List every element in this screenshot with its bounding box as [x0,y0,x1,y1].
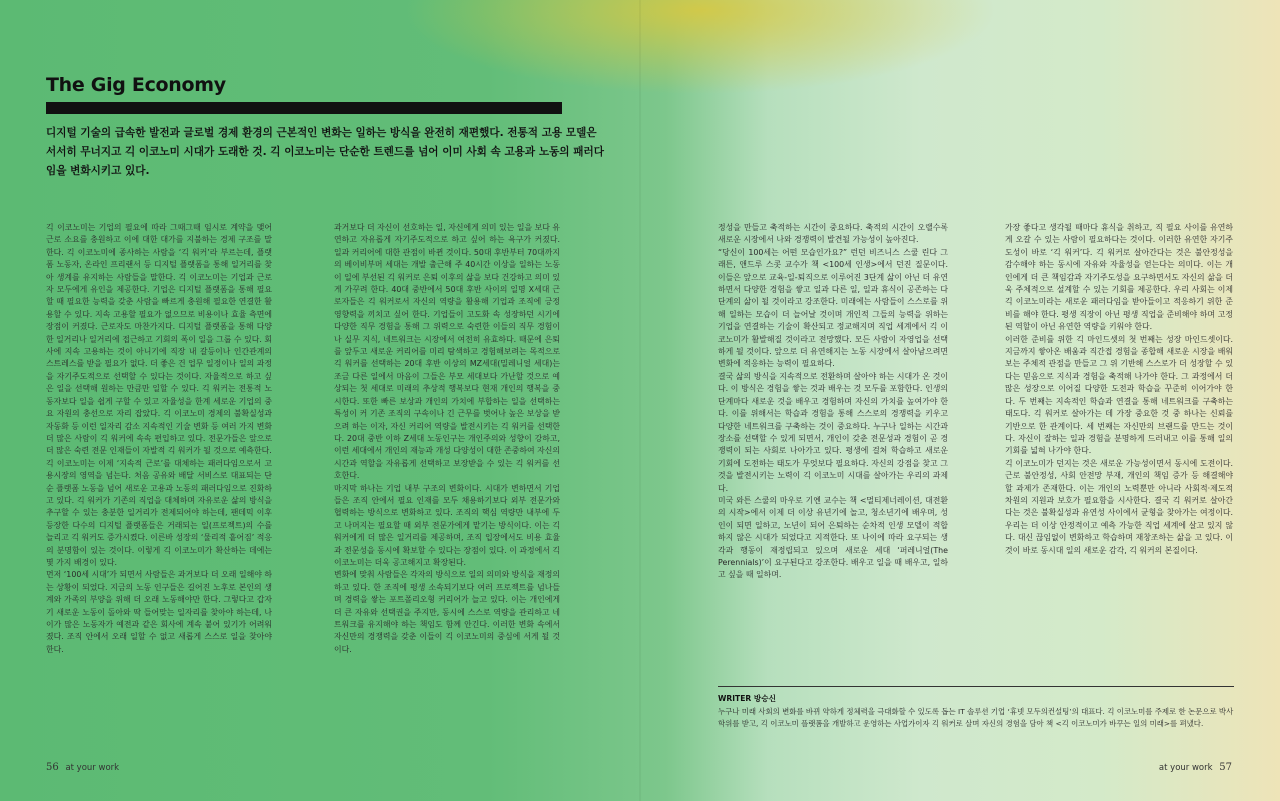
writer-divider [718,686,1234,687]
article-title: The Gig Economy [46,74,226,96]
page-spine [639,0,641,801]
title-rule [46,102,562,114]
writer-label: WRITER 방승신 [718,694,776,703]
body-text: 과거보다 더 자신이 선호하는 일, 자신에게 의미 있는 일을 보다 유연하고 자유롭게 자기주도적으로 하고 싶어 하는 욕구가 커졌다. 일과 커리어에 대한 관점이 바뀐 것이다. 50대 후반부터 70대까지의 베이비부머 세대는 개발 출근해 주 40시간 이상을 일하는 노동이 일에 부선된 긱 워커로 은퇴 이후의 삶을 보다 건강하고 의미 있게 가꾸려 한다. 40대 중반에서 50대 후반 사이의 일명 X세대 근로자들은 긱 워커로서 자신의 역량을 활용해 기업과 조직에 긍정 영향력을 끼치고 싶어 한다. 기업들이 고도화 속 성장하던 시기에 다양한 직무 경험을 통해 그 위력으로 숙련한 이들의 직무 경험이나 실무 지식, 네트워크는 시장에서 여전히 유효하다. 때문에 은퇴를 앞두고 새로운 커리어를 미리 탐색하고 경험해보려는 목적으로 긱 워커를 선택하는 20대 후반 이상의 MZ세대(밀레니얼 세대)는 조금 다른 일에서 마음이 그들은 부모 세대보다 가난할 것으로 예상되는 첫 세대로 미래의 추상적 행복보다 현재 개인의 행복을 중시한다. 또한 빠른 보상과 개인의 가치에 부합하는 일을 선택하는 특성이 커 기존 조직의 구속이나 긴 근무를 벗어나 높은 보상을 받으려 하는 이자, 자신 커리어 역량을 발전시키는 긱 워커를 선택한다. 20대 중반 이하 Z세대 노동인구는 개인주의와 성향이 강하고, 이런 세대에서 개인의 재능과 개성 다양성이 대한 존중하여 자신의 시간과 역할을 자유롭게 선택하고 보장받을 수 있는 긱 워커를 선호한다. 마지막 하나는 기업 내부 구조의 변화이다. 시대가 변하면서 기업들은 조직 안에서 필요 인재를 모두 채용하기보다 외부 전문가와 협력하는 방식으로 변화하고 있다. 조직의 핵심 역량만 내부에 두고 나머지는 필요할 때 외부 전문가에게 맡기는 방식이다. 이는 긱 워커에게 더 많은 일거리를 제공하며, 조직 입장에서도 비용 효율과 전문성을 동시에 확보할 수 있다는 장점이 있다. 이 과정에서 긱 이코노미는 더욱 공고해지고 확장된다. 변화에 맞춰 사람들은 각자의 방식으로 일의 의미와 방식을 재정의하고 있다. 한 조직에 평생 소속되기보다 여러 프로젝트를 넘나들며 경력을 쌓는 포트폴리오형 커리어가 늘고 있다. 이는 개인에게 더 큰 자유와 선택권을 주지만, 동시에 스스로 역량을 관리하고 네트워크를 유지해야 하는 책임도 함께 안긴다. 이러한 변화 속에서 자신만의 경쟁력을 갖춘 이들이 긱 이코노미의 중심에 서게 될 것이다. [334,223,560,654]
folio-left [46,762,119,773]
writer-bio: 누구나 미래 사회의 변화를 바뀌 약하게 정체력을 극대화할 수 있도록 돕는 IT 솔루션 기업 ‘휴넷 모두의컨설팅’의 대표다. 긱 이코노미를 주제로 한 논문으로 박사 학위를 받고, 긱 이코노미 플랫폼을 개발하고 운영하는 사업가이자 긱 워커로 살며 자신의 경험을 담아 책 <긱 이코노미가 바꾸는 일의 미래>를 펴냈다. [718,707,1234,728]
section-label: at your work [65,763,120,773]
section-label: at your work [1158,763,1213,773]
folio-right [1159,762,1232,773]
page-number: 56 [46,762,59,773]
body-column-3 [718,222,948,662]
body-text: 긱 이코노미는 기업의 필요에 따라 그때그때 임시로 계약을 맺어 근로 소요를 충원하고 이에 대한 대가를 지불하는 경제 구조를 말한다. 긱 이코노미에 종사하는 사람을 ‘긱 워커’라 부르는데, 플랫폼 노동자, 온라인 프리랜서 등 디지털 플랫폼을 통해 일거리를 찾아 생계를 유지하는 사람들을 말한다. 긱 이코노미는 기업과 근로자 모두에게 유인을 제공한다. 기업은 디지털 플랫폼을 통해 필요할 때 필요한 능력을 갖춘 사람을 빠르게 충원해 필요한 연결한 활용할 수 있다. 지속 고용할 필요가 없으므로 비용이나 효율 측면에 장점이 커졌다. 근로자도 마찬가지다. 디지털 플랫폼을 통해 다양한 일거리나 일거리에 접근하고 기회의 폭이 일을 그룹 수 있다. 회사에 지속 고용하는 것이 아니기에 직장 내 갈등이나 인간관계의 스트레스를 받을 필요가 없다. 더 좋은 건 업무 일정이나 일의 과정을 자기주도적으로 선택할 수 있다는 것이다. 자율적으로 하고 싶은 일을 선택해 원하는 만큼만 일할 수 있다. 긱 워커는 전통적 노동자보다 일을 쉽게 구할 수 있고 자율성을 한계 세로운 기업의 중요 자원의 충선으로 자리 잡았다. 긱 이코노미 경제의 불확실성과 자동화 등 이런 일자리 감소 지속적인 기술 변화 등 여러 가지 변화 더 많은 사람이 긱 워커에 속속 편입하고 있다. 전문가들은 앞으로 더 많은 숙련 전문 인재들이 자발적 긱 워커가 될 것으로 예측한다. 긱 이코노미는 이제 ‘지속적 근로’를 대체하는 패러다임으로서 고용시장의 영역을 넘는다. 처음 공유와 배달 서비스로 대표되는 단순 플랫폼 노동을 넘어 새로운 고용과 노동의 패러다임으로 진화하고 있다. 긱 워커가 기존의 직업을 대체하며 자유로운 삶의 방식을 추구할 수 있는 충분한 일거리가 전제되어야 하는데, 팬데믹 이후 등장한 다수의 디지털 플랫폼들은 거래되는 일(프로젝트)의 수를 늘리고 긱 워커도 증가시켰다. 이른바 성장의 ‘물리적 흩어짐’ 적응의 분명함이 있는 것이다. 이렇게 긱 이코노미가 확산하는 데에는 몇 가지 배경이 있다. 먼저 ‘100세 시대’가 되면서 사람들은 과거보다 더 오래 일해야 하는 상황이 되었다. 지금의 노동 인구들은 길어진 노후로 본인의 생계와 가족의 부양을 위해 더 오래 노동해야만 한다. 그렇다고 갑자기 새로운 노동이 돌아와 딱 들어맞는 일자리를 찾아야 하는데, 나이가 많은 노동자가 예전과 같은 회사에 계속 붙어 있기가 어려워졌다. 조직 안에서 오래 일할 수 없고 새롭게 스스로 일을 찾아야 한다. [46,223,272,654]
body-column-2 [334,222,560,736]
page-number: 57 [1219,762,1232,773]
body-text: 정성을 만들고 축적하는 시간이 중요하다. 축적의 시간이 오랠수록 새로운 시장에서 나와 경쟁력이 발견될 가능성이 높아진다. “당신이 100세는 어떤 모습인가요?” 런던 비즈니스 스쿨 린다 그래튼, 앤드루 스콧 교수가 책 <100세 인생>에서 던진 질문이다. 이들은 앞으로 교육-일-퇴직으로 이루어진 3단계 삶이 아닌 더 유연하면서 다양한 경험을 쌓고 일과 다른 일, 일과 휴식이 공존하는 다단계의 삶이 될 것이라고 강조한다. 미래에는 사람들이 스스로를 위해 일하는 모습이 더 늘어날 것이며 개인적 그들의 능력을 위하는 기업을 연결하는 기술이 확산되고 정교해지며 직업 세계에서 긱 이코노미가 활발해질 것이라고 전망했다. 모든 사람이 자영업을 선택하게 될 것이다. 앞으로 더 유연해지는 노동 시장에서 살아남으려면 변화에 적응하는 능력이 필요하다. 결국 삶의 방식을 지속적으로 전환하며 살아야 하는 시대가 온 것이다. 이 방식은 경험을 쌓는 것과 배우는 것 모두를 포함한다. 인생의 단계마다 새로운 것을 배우고 경험하며 자신의 가치를 높여가야 한다. 이를 위해서는 학습과 경험을 통해 스스로의 경쟁력을 키우고 다양한 네트워크를 구축하는 것이 중요하다. 누구나 일하는 시간과 장소를 선택할 수 있게 되면서, 개인이 갖춘 전문성과 경험이 곧 경쟁력이 되는 사회로 나아가고 있다. 평생에 걸쳐 학습하고 새로운 기회에 도전하는 태도가 무엇보다 필요하다. 자신의 강점을 찾고 그것을 발전시키는 노력이 긱 이코노미 시대를 살아가는 우리의 과제다. 미국 와튼 스쿨의 마우로 기옌 교수는 책 <멀티제너레이션, 대전환의 시작>에서 이제 더 이상 유년기에 놀고, 청소년기에 배우며, 성인이 되면 일하고, 노년이 되어 은퇴하는 순차적 인생 모델이 적합하지 않은 시대가 되었다고 지적한다. 또 나이에 따라 요구되는 생각과 행동이 재정립되고 있으며 새로운 세대 ‘퍼레니얼(The Perennials)’이 요구된다고 강조한다. 배우고 일을 때 배우고, 일하고 싶을 때 일하며. [718,223,948,580]
lead-paragraph: 디지털 기술의 급속한 발전과 글로벌 경제 환경의 근본적인 변화는 일하는 방식을 완전히 재편했다. 전통적 고용 모델은 서서히 무너지고 긱 이코노미 시대가 도래한 것. 긱 이코노미는 단순한 트렌드를 넘어 이미 사회 속 고용과 노동의 패러다임을 변화시키고 있다. [46,127,604,177]
body-column-4 [1005,222,1233,660]
body-text: 가장 좋다고 생각될 때마다 휴식을 취하고, 직 필요 사이를 유연하게 오갈 수 있는 사람이 필요하다는 것이다. 이러한 유연한 자기주도성이 바로 ‘긱 워커’다. 긱 워커로 살아간다는 것은 불안정성을 감수해야 하는 동시에 자유와 자율성을 얻는다는 의미다. 이는 개인에게 더 큰 책임감과 자기주도성을 요구하면서도 자신의 삶을 더욱 주체적으로 설계할 수 있는 기회를 제공한다. 우리 사회는 이제 긱 이코노미라는 새로운 패러다임을 받아들이고 적응하기 위한 준비를 해야 한다. 평생 직장이 아닌 평생 직업을 준비해야 하며 고정된 역할이 아닌 유연한 역량을 키워야 한다. 이러한 준비를 위한 긱 마인드셋의 첫 번째는 성장 마인드셋이다. 지금까지 쌓아온 배움과 직간접 경험을 종합해 새로운 시장을 배워보는 주체적 관점을 만들고 그 위 기반해 스스로가 더 성장할 수 있다는 믿음으로 지식과 경험을 축적해 나가야 한다. 그 과정에서 더 많은 성장으로 이어질 다양한 도전과 학습을 꾸준히 이어가야 한다. 두 번째는 지속적인 학습과 연결을 통해 네트워크를 구축하는 태도다. 긱 워커로 살아가는 데 가장 중요한 것 중 하나는 신뢰를 기반으로 한 관계이다. 세 번째는 자신만의 브랜드를 만드는 것이다. 자신이 잘하는 일과 경험을 분명하게 드러내고 이를 통해 일의 기회를 넓혀 나가야 한다. 긱 이코노미가 던지는 것은 새로운 가능성이면서 동시에 도전이다. 근로 불안정성, 사회 안전망 부재, 개인의 책임 증가 등 해결해야 할 과제가 존재한다. 이는 개인의 노력뿐만 아니라 사회적·제도적 차원의 지원과 보호가 필요함을 시사한다. 결국 긱 워커로 살아간다는 것은 불확실성과 유연성 사이에서 균형을 찾아가는 여정이다. 우리는 더 이상 안정적이고 예측 가능한 직업 세계에 살고 있지 않다. 대신 끊임없이 변화하고 학습하며 재창조하는 삶을 고 있다. 이것이 바로 동시대 일의 새로운 감각, 긱 워커의 본질이다. [1005,223,1233,555]
body-column-1 [46,222,272,736]
